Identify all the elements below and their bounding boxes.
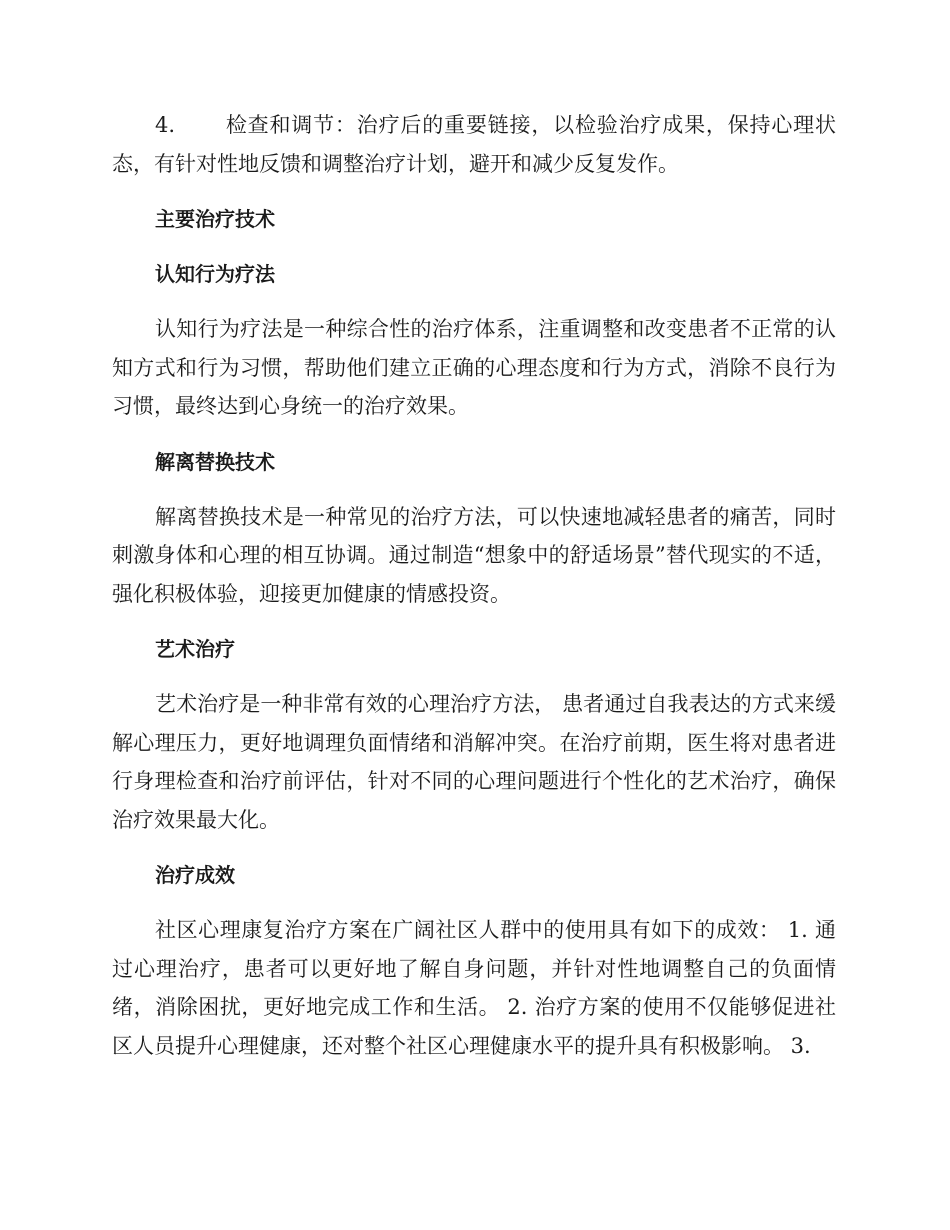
list-item-number: 4.	[155, 113, 176, 137]
section-heading-effect: 治疗成效	[155, 863, 235, 887]
document-page	[112, 106, 836, 1082]
paragraph-cbt: 认知行为疗法是一种综合性的治疗体系，注重调整和改变患者不正常的认知方式和行为习惯，帮助他们建立正确的心理态度和行为方式，消除不良行为习惯，最终达到心身统一的治疗效果。	[112, 317, 836, 418]
paragraph-effect: 社区心理康复治疗方案在广阔社区人群中的使用具有如下的成效： 1. 通过心理治疗，患者可以更好地了解自身问题，并针对性地调整自己的负面情绪，消除困扰，更好地完成工作和生活。 2. 治疗方案的使用不仅能够促进社区人员提升心理健康，还对整个社区心理健康水平的提升具有积极影响。 3.	[112, 918, 836, 1058]
list-item-4	[112, 106, 836, 183]
section-heading-main-techniques: 主要治疗技术	[155, 207, 275, 231]
paragraph-dissociation: 解离替换技术是一种常见的治疗方法，可以快速地减轻患者的痛苦，同时刺激身体和心理的相互协调。通过制造“想象中的舒适场景”替代现实的不适，强化积极体验，迎接更加健康的情感投资。	[112, 504, 836, 606]
section-heading-cbt: 认知行为疗法	[155, 262, 275, 286]
paragraph-art-therapy: 艺术治疗是一种非常有效的心理治疗方法， 患者通过自我表达的方式来缓解心理压力，更好地调理负面情绪和消解冲突。在治疗前期，医生将对患者进行身理检查和治疗前评估，针对不同的心理问题进行个性化的艺术治疗，确保治疗效果最大化。	[112, 692, 836, 832]
list-item-text: 检查和调节：治疗后的重要链接，以检验治疗成果，保持心理状态，有针对性地反馈和调整治疗计划，避开和减少反复发作。	[112, 113, 836, 176]
section-heading-art-therapy: 艺术治疗	[155, 637, 235, 661]
section-heading-dissociation: 解离替换技术	[155, 449, 275, 474]
